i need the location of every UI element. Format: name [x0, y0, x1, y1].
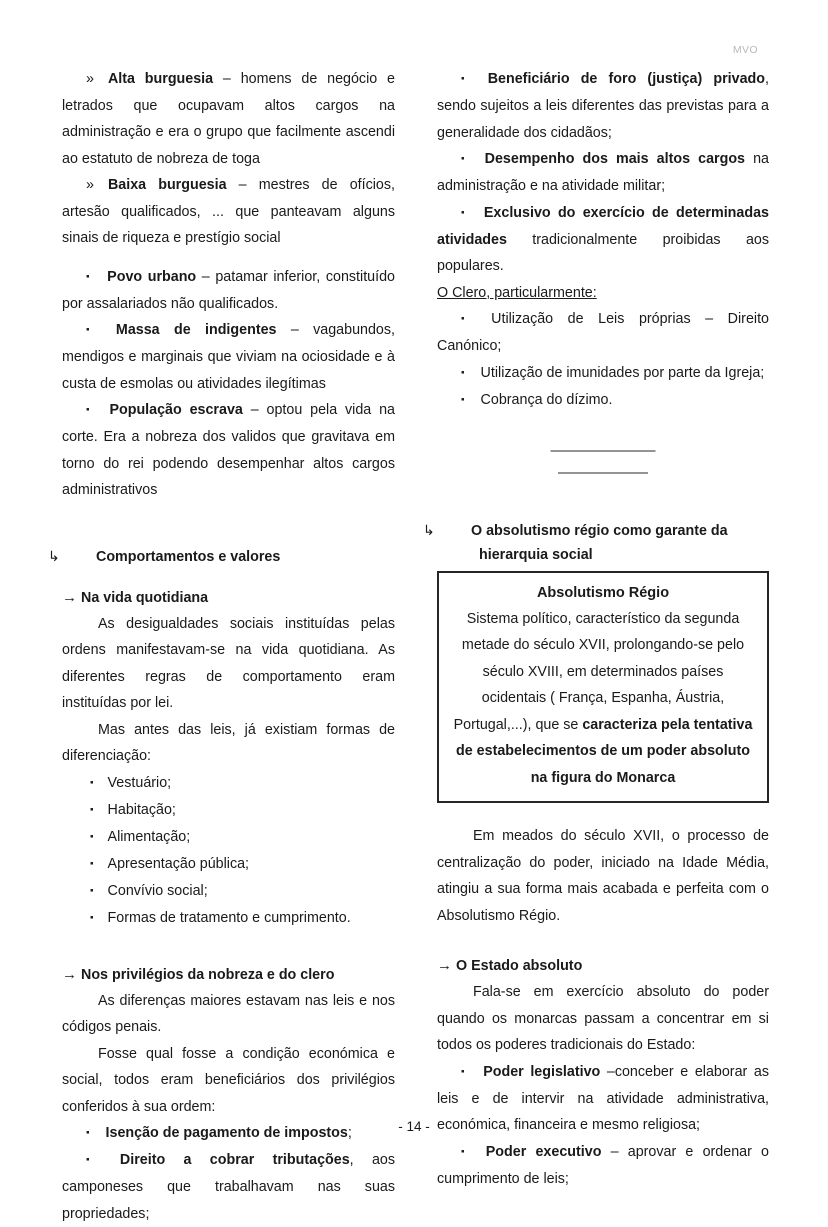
subheading-na-vida-quotidiana — [62, 585, 395, 611]
square-bullet-icon: ▪ — [461, 367, 465, 378]
list-item-term: Massa de indigentes — [115, 322, 277, 338]
list-item — [62, 770, 395, 797]
list-item-term: Beneficiário de foro (justiça) privado — [487, 71, 766, 87]
clergy-heading-label: O Clero, particularmente: — [437, 284, 597, 301]
list-item-text: , aos camponeses que trabalhavam nas suas propriedades; — [62, 1152, 395, 1222]
list-item — [62, 264, 395, 318]
square-bullet-icon: ▪ — [86, 324, 100, 336]
paragraph: Fosse qual fosse a condição económica e social, todos eram beneficiários dos privilégios conferidos à sua ordem: — [62, 1045, 395, 1115]
hand-bullet-icon: ↳ — [423, 521, 435, 538]
section-heading-label: Comportamentos e valores — [96, 548, 281, 565]
list-item — [437, 200, 769, 280]
list-item-term: Exclusivo do exercício de determinadas atividades — [437, 204, 769, 248]
list-item-term: Poder legislativo — [483, 1063, 601, 1080]
list-item-text: – patamar inferior, constituído por assalariados não qualificados. — [62, 268, 395, 312]
square-bullet-icon: ▪ — [90, 804, 94, 815]
two-column-body — [48, 66, 770, 1227]
list-item-label: Alimentação; — [107, 828, 191, 845]
list-item — [62, 878, 395, 905]
list-item — [437, 146, 769, 200]
square-bullet-icon: ▪ — [86, 1154, 104, 1166]
square-bullet-icon: ▪ — [90, 912, 94, 923]
paragraph: Em meados do século XVII, o processo de centralização do poder, iniciado na Idade Média, atingiu a sua forma mais acabada e perfeita com o Absolutismo Régio. — [437, 828, 769, 924]
list-item-label: Vestuário; — [107, 774, 172, 791]
subheading-nos-privilegios — [62, 962, 395, 988]
list-item — [62, 824, 395, 851]
hand-bullet-icon: ↳ — [48, 547, 60, 564]
arrow-bullet-icon: → — [62, 588, 77, 606]
square-bullet-icon: ▪ — [90, 831, 94, 842]
square-bullet-icon: ▪ — [90, 858, 94, 869]
arrow-bullet-icon: → — [62, 965, 77, 983]
list-item — [437, 306, 769, 360]
list-item-text: – mestres de ofícios, artesão qualificados, ... que panteavam alguns sinais de riqueza e prestígio social — [62, 177, 395, 246]
paragraph: As diferenças maiores estavam nas leis e nos códigos penais. — [62, 992, 395, 1035]
square-bullet-icon: ▪ — [90, 777, 94, 788]
list-item-term: População escrava — [109, 402, 243, 418]
list-item — [62, 66, 395, 172]
list-item-label: Utilização de Leis próprias – Direito Canónico; — [437, 311, 769, 354]
list-item — [437, 1139, 769, 1193]
clergy-heading — [437, 280, 769, 307]
list-item-text: – vagabundos, mendigos e marginais que viviam na ociosidade e à custa de esmolas ou atividades ilegítimas — [62, 322, 396, 392]
list-item — [62, 317, 395, 397]
list-item-label: Formas de tratamento e cumprimento. — [107, 909, 351, 926]
subheading-label: O Estado absoluto — [456, 958, 583, 974]
list-item-text: , sendo sujeitos a leis diferentes das previstas para a generalidade dos cidadãos; — [437, 71, 770, 141]
list-item-text: tradicionalmente proibidas aos populares. — [437, 231, 769, 274]
list-item — [62, 905, 395, 932]
list-item-term: Poder executivo — [485, 1143, 602, 1160]
list-item — [62, 1147, 395, 1227]
list-item — [437, 66, 769, 146]
square-bullet-icon: ▪ — [461, 207, 468, 218]
definition-box-title: Absolutismo Régio — [536, 584, 670, 601]
right-column — [423, 66, 770, 1227]
guillemet-bullet-icon: » — [86, 71, 94, 87]
list-item-text: – homens de negócio e letrados que ocupavam altos cargos na administração e era o grupo que facilmente ascendi ao estatuto de nobreza de toga — [62, 71, 395, 167]
left-column — [48, 66, 396, 1227]
list-item-label: Apresentação pública; — [107, 855, 250, 872]
definition-box-body — [449, 606, 757, 792]
list-item — [62, 172, 395, 252]
list-item-label: Convívio social; — [107, 882, 208, 899]
list-item-text: – optou pela vida na corte. Era a nobreza dos validos que gravitava em torno do rei podendo desempenhar altos cargos administrativos — [62, 402, 396, 498]
list-item-term: Desempenho dos mais altos cargos — [484, 151, 746, 167]
definition-box — [437, 571, 769, 804]
list-item-text: – aprovar e ordenar o cumprimento de leis; — [437, 1143, 769, 1187]
square-bullet-icon: ▪ — [86, 1127, 90, 1139]
paragraph: Mas antes das leis, já existiam formas de diferenciação: — [62, 721, 395, 764]
list-item-term: Isenção de pagamento de impostos — [105, 1125, 348, 1141]
paragraph: As desigualdades sociais instituídas pelas ordens manifestavam-se na vida quotidiana. As diferentes regras de comportamento eram instituídas por lei. — [62, 615, 395, 711]
subheading-o-estado-absoluto — [437, 953, 769, 979]
square-bullet-icon: ▪ — [461, 394, 465, 405]
list-item-label: Cobrança do dízimo. — [480, 391, 613, 408]
list-item-text: na administração e na atividade militar; — [437, 151, 769, 194]
list-item — [437, 360, 769, 387]
square-bullet-icon: ▪ — [461, 1066, 468, 1077]
list-item — [437, 387, 769, 414]
list-item-text: –conceber e elaborar as leis e de intervir na atividade administrativa, económica, financeira e mesmo religiosa; — [437, 1063, 769, 1133]
list-item — [62, 851, 395, 878]
square-bullet-icon: ▪ — [86, 271, 92, 282]
square-bullet-icon: ▪ — [461, 73, 472, 85]
list-item-text: ; — [347, 1125, 352, 1141]
guillemet-bullet-icon: » — [86, 177, 94, 193]
square-bullet-icon: ▪ — [461, 313, 476, 325]
square-bullet-icon: ▪ — [461, 1146, 470, 1157]
list-item-label: Utilização de imunidades por parte da Igreja; — [480, 364, 765, 381]
list-item-term: Direito a cobrar tributações — [119, 1152, 350, 1168]
subheading-label: Na vida quotidiana — [81, 589, 209, 606]
section-heading-absolutismo — [423, 518, 769, 567]
subheading-label: Nos privilégios da nobreza e do clero — [81, 966, 335, 983]
list-item-term: Baixa burguesia — [107, 177, 227, 193]
definition-box-plain: Sistema político, característico da segunda metade do século XVII, prolongando-se pelo século XVIII, em determinados países ocidentais ( França, Espanha, Áustria, Portugal,...), que se — [453, 610, 745, 733]
list-item-label: Habitação; — [107, 801, 176, 818]
definition-box-bold: caracteriza pela tentativa de estabelecimentos de um poder absoluto na figura do Monarca — [456, 716, 753, 786]
section-divider-line-1: ——————— — [550, 441, 656, 459]
list-item — [62, 797, 395, 824]
page-number-footer: - 14 - — [398, 1119, 430, 1134]
square-bullet-icon: ▪ — [86, 404, 94, 416]
paragraph: Fala-se em exercício absoluto do poder quando os monarcas passam a concentrar em si todos os poderes tradicionais do Estado: — [437, 984, 769, 1053]
square-bullet-icon: ▪ — [461, 153, 469, 165]
page-header-mark: MVO — [732, 44, 758, 56]
list-item-term: Alta burguesia — [107, 71, 214, 87]
list-item-term: Povo urbano — [107, 268, 197, 285]
section-heading-comportamentos — [48, 544, 395, 569]
list-item — [62, 397, 395, 504]
section-divider-line-2: —————— — [558, 463, 648, 481]
arrow-bullet-icon: → — [437, 957, 452, 974]
square-bullet-icon: ▪ — [90, 885, 94, 896]
section-heading-label: O absolutismo régio como garante da hierarquia social — [471, 522, 728, 563]
